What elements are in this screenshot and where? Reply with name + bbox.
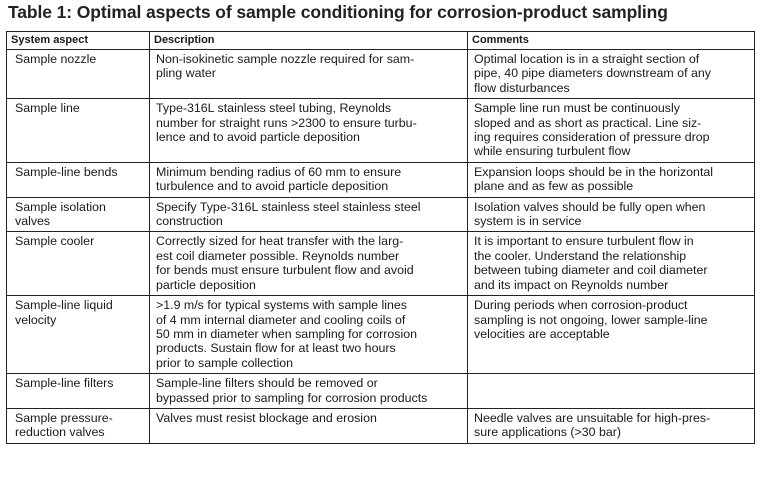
cell-description: Specify Type-316L stainless steel stainless steel construction <box>150 197 468 232</box>
table-title: Table 1: Optimal aspects of sample conditioning for corrosion-product sampling <box>8 2 668 22</box>
cell-description: Correctly sized for heat transfer with the larg- est coil diameter possible. Reynolds number for bends must ensure turbulent flow and avoid particle deposition <box>150 232 468 296</box>
cell-comments <box>468 374 755 409</box>
table-row <box>7 232 755 296</box>
cell-description: Type-316L stainless steel tubing, Reynolds number for straight runs >2300 to ensure turbu- lence and to avoid particle deposition <box>150 99 468 163</box>
cell-description: Sample-line filters should be removed or bypassed prior to sampling for corrosion products <box>150 374 468 409</box>
table-row <box>7 408 755 443</box>
cell-description: Minimum bending radius of 60 mm to ensure turbulence and to avoid particle deposition <box>150 162 468 197</box>
cell-system-aspect: Sample isolation valves <box>7 197 150 232</box>
cell-system-aspect: Sample-line liquid velocity <box>7 296 150 374</box>
table-body <box>7 50 755 444</box>
cell-system-aspect: Sample cooler <box>7 232 150 296</box>
cell-description: Non-isokinetic sample nozzle required for sam- pling water <box>150 50 468 99</box>
cell-system-aspect: Sample-line bends <box>7 162 150 197</box>
cell-system-aspect: Sample nozzle <box>7 50 150 99</box>
cell-comments: Optimal location is in a straight section of pipe, 40 pipe diameters downstream of any flow disturbances <box>468 50 755 99</box>
cell-comments: Needle valves are unsuitable for high-pres- sure applications (>30 bar) <box>468 408 755 443</box>
cell-system-aspect: Sample line <box>7 99 150 163</box>
table-row <box>7 50 755 99</box>
cell-comments: Sample line run must be continuously sloped and as short as practical. Line siz- ing requires consideration of pressure drop while ensuring turbulent flow <box>468 99 755 163</box>
header-system-aspect: System aspect <box>7 32 150 50</box>
header-comments: Comments <box>468 32 755 50</box>
cell-system-aspect: Sample-line filters <box>7 374 150 409</box>
sample-conditioning-table <box>6 31 755 444</box>
table-row <box>7 197 755 232</box>
cell-description: >1.9 m/s for typical systems with sample lines of 4 mm internal diameter and cooling coils of 50 mm in diameter when sampling for corrosion products. Sustain flow for at least two hours prior to sample collection <box>150 296 468 374</box>
table-row <box>7 99 755 163</box>
cell-comments: Isolation valves should be fully open when system is in service <box>468 197 755 232</box>
table-row <box>7 374 755 409</box>
header-row <box>7 32 755 50</box>
cell-description: Valves must resist blockage and erosion <box>150 408 468 443</box>
header-description: Description <box>150 32 468 50</box>
table-row <box>7 296 755 374</box>
cell-comments: Expansion loops should be in the horizontal plane and as few as possible <box>468 162 755 197</box>
cell-system-aspect: Sample pressure- reduction valves <box>7 408 150 443</box>
cell-comments: It is important to ensure turbulent flow in the cooler. Understand the relationship between tubing diameter and coil diameter and its impact on Reynolds number <box>468 232 755 296</box>
cell-comments: During periods when corrosion-product sampling is not ongoing, lower sample-line velocities are acceptable <box>468 296 755 374</box>
table-row <box>7 162 755 197</box>
